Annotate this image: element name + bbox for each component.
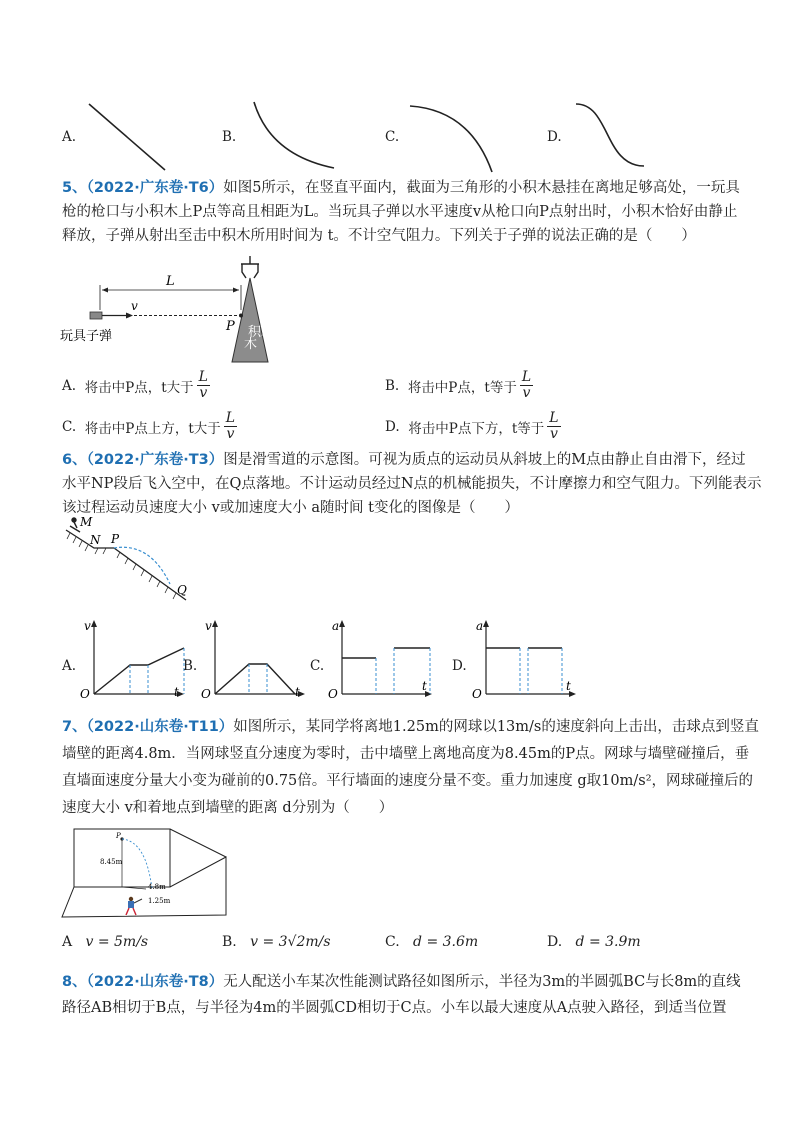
q8-line2: 路径AB相切于B点，与半径为4m的半圆弧CD相切于C点。小车以最大速度从A点驶入路径，到适当位置 (62, 1000, 727, 1016)
q4-option-b: B. (222, 129, 237, 145)
q5-number: 5、 (62, 180, 87, 196)
graph-c-letter: C. (310, 658, 325, 674)
block-text-2: 木 (244, 337, 258, 352)
q5-option-c: C. 将击中P点上方，t大于 $\frac{L}{v}$ (62, 410, 236, 442)
q8-source: （2022·山东卷·T8） (86, 974, 224, 990)
q6-line2: 水平NP段后飞入空中，在Q点落地。不计运动员经过N点的机械能损失，不计摩擦力和空气阻力。下列能表示 (62, 476, 762, 492)
svg-text:8.45m: 8.45m (100, 858, 123, 866)
label-L: L (166, 274, 175, 289)
q6-slope-figure (58, 514, 198, 606)
q7-number: 7、 (62, 719, 87, 735)
graph-c (326, 618, 438, 700)
hook-icon (241, 256, 259, 278)
q5-option-a: A. 将击中P点，t大于 $\frac{L}{v}$ (62, 369, 208, 401)
q4-option-d: D. (547, 129, 562, 145)
svg-text:P: P (116, 832, 121, 840)
graph-b (199, 618, 309, 700)
question-8 (62, 969, 742, 1021)
bullet-icon (90, 312, 102, 319)
q6-line1: 图是滑雪道的示意图。可视为质点的运动员从斜坡上的M点由静止自由滑下，经过 (223, 452, 746, 468)
svg-text:1.25m: 1.25m (148, 897, 171, 905)
q7-option-d: D. d = 3.9m (547, 934, 641, 950)
svg-text:O: O (80, 687, 90, 700)
q8-number: 8、 (62, 974, 87, 990)
q5-option-d: D. 将击中P点下方，t等于 $\frac{L}{v}$ (385, 410, 559, 442)
svg-text:a: a (476, 619, 484, 633)
svg-text:4.8m: 4.8m (148, 883, 166, 891)
svg-text:a: a (332, 619, 340, 633)
label-N: N (90, 533, 101, 547)
q7-line3: 直墙面速度分量大小变为碰前的0.75倍。平行墙面的速度分量不变。重力加速度 g取10m/s²，网球碰撞后的 (62, 773, 754, 789)
svg-text:t: t (566, 679, 571, 693)
q6-source: （2022·广东卷·T3） (86, 452, 224, 468)
player-icon (126, 897, 142, 915)
label-M: M (80, 515, 93, 529)
svg-text:v: v (84, 619, 91, 633)
q4-curve-b (248, 100, 338, 175)
q5-figure (58, 252, 298, 364)
q4-option-c: C. (385, 129, 400, 145)
question-6 (62, 448, 762, 520)
label-P6: P (111, 532, 120, 546)
skier-icon (70, 518, 80, 532)
svg-text:O: O (328, 687, 338, 700)
q6-line3: 该过程运动员速度大小 v或加速度大小 a随时间 t变化的图像是（ ） (62, 500, 519, 516)
q5-line1: 如图5所示，在竖直平面内，截面为三角形的小积木悬挂在离地足够高处，一玩具 (223, 180, 740, 196)
q8-line1: 无人配送小车某次性能测试路径如图所示，半径为3m的半圆弧BC与长8m的直线 (223, 974, 741, 990)
q7-source: （2022·山东卷·T11） (86, 719, 234, 735)
q7-option-c: C. d = 3.6m (385, 934, 479, 950)
question-7 (62, 714, 759, 822)
block-text-1: 积木 (248, 325, 275, 340)
label-P: P (226, 319, 235, 334)
q7-option-b: B. v = 3√2m/s (222, 934, 331, 950)
q4-curve-c (408, 100, 498, 175)
svg-text:v: v (205, 619, 212, 633)
q6-number: 6、 (62, 452, 87, 468)
q7-option-a: A v = 5m/s (62, 934, 149, 950)
q4-option-a: A. (62, 129, 77, 145)
q5-line2: 枪的枪口与小积木上P点等高且相距为L。当玩具子弹以水平速度v从枪口向P点射出时，小积木恰好由静止 (62, 204, 738, 220)
graph-d-letter: D. (452, 658, 467, 674)
svg-text:O: O (472, 687, 482, 700)
label-v: v (131, 299, 138, 313)
graph-d (470, 618, 582, 700)
q7-tennis-figure (60, 827, 230, 923)
q4-curve-d (572, 100, 662, 175)
svg-text:t: t (295, 685, 300, 699)
q5-line3: 释放，子弹从射出至击中积木所用时间为 t。不计空气阻力。下列关于子弹的说法正确的是（ ） (62, 228, 696, 244)
q7-line4: 速度大小 v和着地点到墙壁的距离 d分别为（ ） (62, 800, 394, 816)
q4-curve-a (85, 100, 175, 175)
svg-text:t: t (422, 679, 427, 693)
graph-a (78, 618, 188, 700)
q7-line1: 如图所示，某同学将离地1.25m的网球以13m/s的速度斜向上击出，击球点到竖直 (233, 719, 759, 735)
graph-b-letter: B. (183, 658, 198, 674)
q5-option-b: B. 将击中P点，t等于 $\frac{L}{v}$ (385, 369, 532, 401)
bullet-label: 玩具子弹 (60, 329, 113, 344)
q7-line2: 墙壁的距离4.8m．当网球竖直分速度为零时，击中墙壁上离地高度为8.45m的P点。网球与墙壁碰撞后，垂 (62, 746, 750, 762)
question-5 (62, 176, 742, 248)
svg-text:t: t (174, 685, 179, 699)
graph-a-letter: A. (62, 658, 77, 674)
label-Q: Q (177, 583, 187, 597)
svg-text:O: O (201, 687, 211, 700)
q5-source: （2022·广东卷·T6） (86, 180, 224, 196)
